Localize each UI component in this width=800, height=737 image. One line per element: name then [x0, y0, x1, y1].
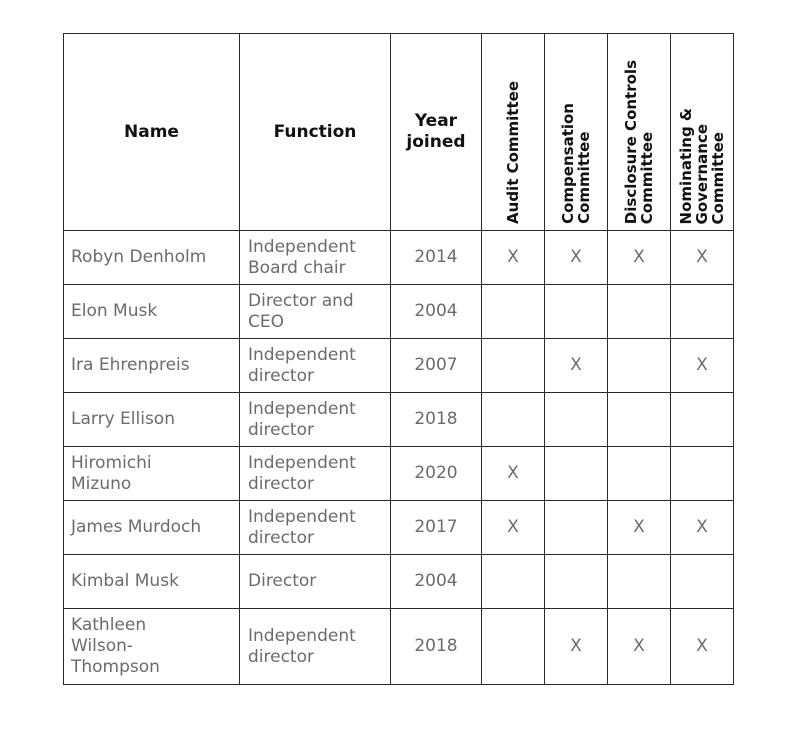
cell-name: Kathleen Wilson- Thompson — [64, 609, 240, 685]
cell-nominating: X — [671, 609, 734, 685]
cell-disclosure — [608, 339, 671, 393]
header-function: Function — [240, 34, 391, 231]
cell-audit — [482, 555, 545, 609]
cell-disclosure — [608, 285, 671, 339]
cell-audit — [482, 609, 545, 685]
cell-function: Independent Board chair — [240, 231, 391, 285]
header-audit-committee — [482, 34, 545, 231]
cell-function: Director — [240, 555, 391, 609]
cell-year: 2018 — [391, 393, 482, 447]
table-row — [64, 339, 734, 393]
cell-name: James Murdoch — [64, 501, 240, 555]
table-row — [64, 609, 734, 685]
cell-name: Robyn Denholm — [64, 231, 240, 285]
cell-nominating: X — [671, 501, 734, 555]
cell-year: 2014 — [391, 231, 482, 285]
cell-compensation — [545, 393, 608, 447]
header-nominating-label: Nominating & Governance Committee — [677, 107, 727, 224]
header-disclosure-controls-committee — [608, 34, 671, 231]
header-compensation-label: Compensation Committee — [559, 103, 593, 224]
cell-name: Ira Ehrenpreis — [64, 339, 240, 393]
cell-audit — [482, 339, 545, 393]
cell-function: Independent director — [240, 609, 391, 685]
cell-function: Independent director — [240, 447, 391, 501]
cell-disclosure: X — [608, 609, 671, 685]
cell-disclosure — [608, 555, 671, 609]
table-row — [64, 285, 734, 339]
cell-name: Hiromichi Mizuno — [64, 447, 240, 501]
cell-nominating — [671, 555, 734, 609]
cell-disclosure: X — [608, 501, 671, 555]
cell-audit — [482, 393, 545, 447]
table-row — [64, 501, 734, 555]
cell-name: Kimbal Musk — [64, 555, 240, 609]
cell-audit: X — [482, 231, 545, 285]
cell-year: 2017 — [391, 501, 482, 555]
header-name: Name — [64, 34, 240, 231]
cell-nominating — [671, 447, 734, 501]
table-row — [64, 555, 734, 609]
cell-nominating — [671, 393, 734, 447]
cell-function: Independent director — [240, 339, 391, 393]
cell-name: Elon Musk — [64, 285, 240, 339]
header-disclosure-label: Disclosure Controls Committee — [622, 59, 656, 224]
cell-function: Independent director — [240, 501, 391, 555]
cell-audit: X — [482, 447, 545, 501]
cell-compensation — [545, 447, 608, 501]
cell-disclosure — [608, 393, 671, 447]
cell-disclosure: X — [608, 231, 671, 285]
cell-compensation — [545, 555, 608, 609]
cell-disclosure — [608, 447, 671, 501]
cell-year: 2018 — [391, 609, 482, 685]
header-compensation-committee — [545, 34, 608, 231]
table-row — [64, 393, 734, 447]
cell-audit: X — [482, 501, 545, 555]
cell-function: Independent director — [240, 393, 391, 447]
table-row — [64, 447, 734, 501]
cell-compensation: X — [545, 339, 608, 393]
cell-year: 2004 — [391, 285, 482, 339]
cell-compensation: X — [545, 609, 608, 685]
table-body — [64, 231, 734, 685]
cell-year: 2007 — [391, 339, 482, 393]
cell-year: 2004 — [391, 555, 482, 609]
cell-audit — [482, 285, 545, 339]
cell-nominating — [671, 285, 734, 339]
table-row — [64, 231, 734, 285]
header-nominating-governance-committee — [671, 34, 734, 231]
board-committee-table — [63, 33, 734, 685]
cell-nominating: X — [671, 339, 734, 393]
cell-nominating: X — [671, 231, 734, 285]
table-header — [64, 34, 734, 231]
cell-compensation — [545, 501, 608, 555]
cell-year: 2020 — [391, 447, 482, 501]
cell-name: Larry Ellison — [64, 393, 240, 447]
header-row — [64, 34, 734, 231]
header-year-joined: Year joined — [391, 34, 482, 231]
cell-compensation — [545, 285, 608, 339]
header-audit-label: Audit Committee — [504, 81, 522, 224]
cell-compensation: X — [545, 231, 608, 285]
cell-function: Director and CEO — [240, 285, 391, 339]
